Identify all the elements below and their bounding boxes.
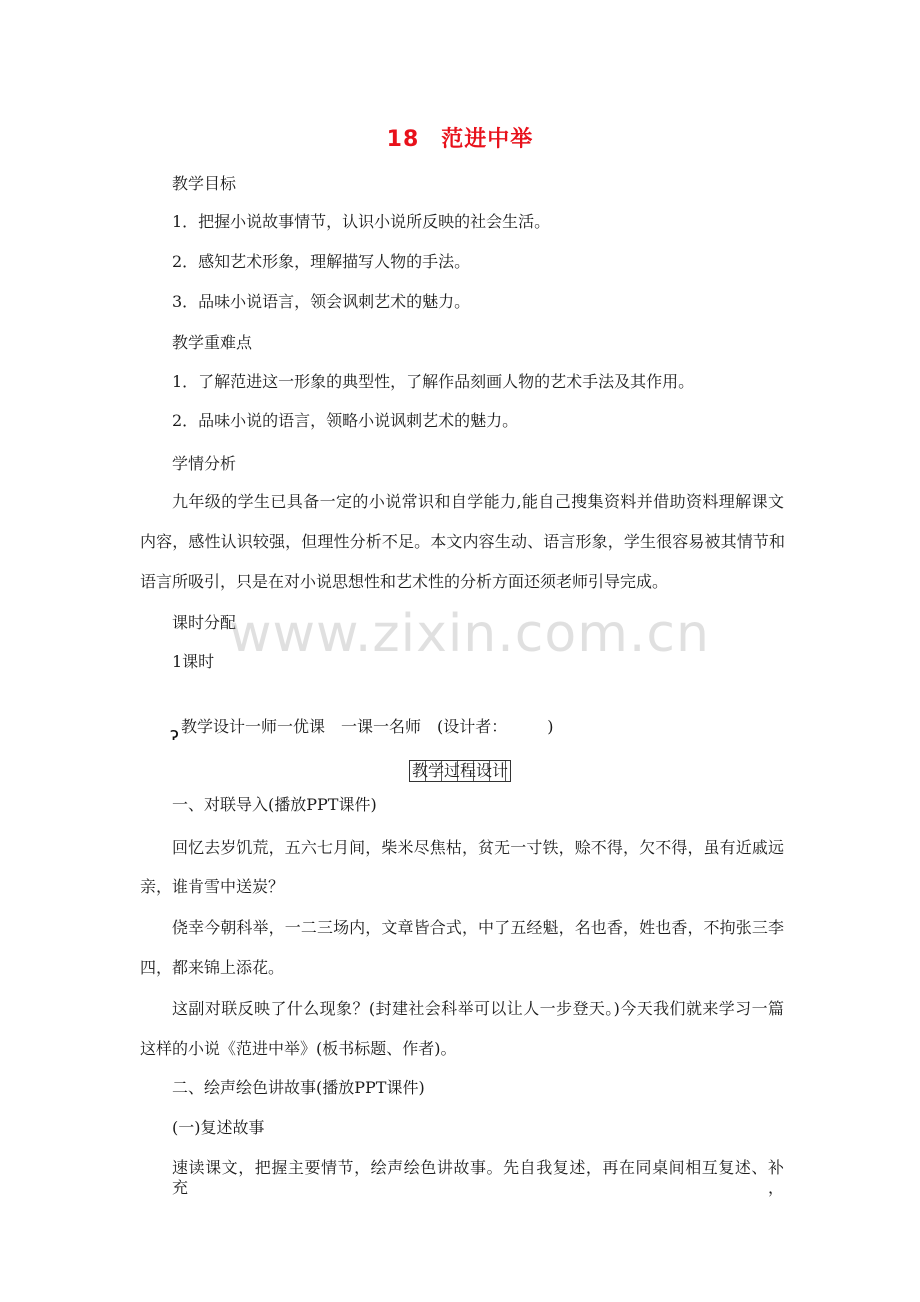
objective-item: 1．把握小说故事情节，认识小说所反映的社会生活。	[172, 212, 551, 231]
schedule-value: 1课时	[172, 652, 215, 671]
paragraph-line: 这副对联反映了什么现象？(封建社会科举可以让人一步登天。)今天我们就来学习一篇	[172, 999, 784, 1018]
couplet-line: 回忆去岁饥荒，五六七月间，柴米尽焦枯，贫无一寸铁，赊不得，欠不得，虽有近戚远	[172, 838, 784, 857]
process-heading: 教学过程设计	[409, 760, 511, 782]
couplet-line: 侥幸今朝科举，一二三场内，文章皆合式，中了五经魁，名也香，姓也香，不拘张三李	[172, 918, 784, 937]
couplet-line: 四，都来锦上添花。	[140, 958, 285, 977]
section-heading-schedule: 课时分配	[172, 613, 237, 632]
paragraph-line: 速读课文，把握主要情节，绘声绘色讲故事。先自我复述，再在同桌间相互复述、补充，	[172, 1158, 784, 1197]
paragraph-line: 九年级的学生已具备一定的小说常识和自学能力,能自己搜集资料并借助资料理解课文	[172, 492, 784, 511]
section-heading-analysis: 学情分析	[172, 454, 237, 473]
keypoint-item: 1．了解范进这一形象的典型性，了解作品刻画人物的艺术手法及其作用。	[172, 372, 695, 391]
objective-item: 3．品味小说语言，领会讽刺艺术的魅力。	[172, 292, 471, 311]
watermark-text: www.zixin.com.cn	[229, 604, 710, 664]
section-box-process	[0, 760, 920, 782]
lesson-title: 范进中举	[441, 127, 534, 152]
page-title	[0, 122, 920, 153]
couplet-line: 亲，谁肯雪中送炭？	[140, 877, 285, 896]
section-heading-story: 二、绘声绘色讲故事(播放PPT课件)	[172, 1078, 425, 1097]
hook-mark-icon: ɂ	[170, 724, 179, 745]
paragraph-line: 语言所吸引，只是在对小说思想性和艺术性的分析方面还须老师引导完成。	[140, 572, 669, 591]
section-heading-keypoints: 教学重难点	[172, 333, 253, 352]
paragraph-line: 这样的小说《范进中举》(板书标题、作者)。	[140, 1039, 457, 1058]
objective-item: 2．感知艺术形象，理解描写人物的手法。	[172, 252, 471, 271]
paragraph-line: 内容，感性认识较强，但理性分析不足。本文内容生动、语言形象，学生很容易被其情节和	[140, 532, 785, 551]
keypoint-item: 2．品味小说的语言，领略小说讽刺艺术的魅力。	[172, 411, 519, 430]
lesson-number: 18	[386, 127, 420, 152]
section-heading-objectives: 教学目标	[172, 174, 237, 193]
design-credit: 教学设计一师一优课 一课一名师 (设计者： )	[181, 717, 554, 736]
subsection-heading: (一)复述故事	[172, 1118, 265, 1137]
section-heading-intro: 一、对联导入(播放PPT课件)	[172, 795, 377, 814]
